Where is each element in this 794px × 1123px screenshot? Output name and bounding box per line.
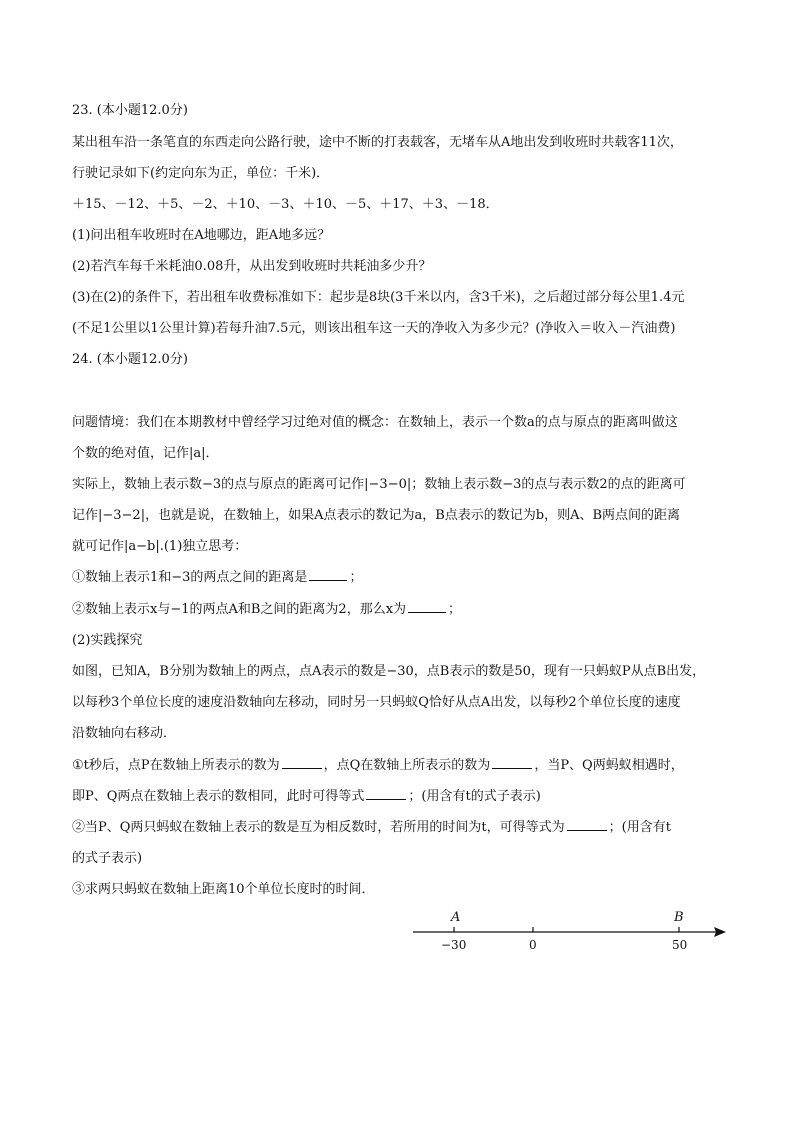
q24-sub2-line2: 的式子表示) bbox=[72, 851, 143, 866]
q24-practice-title: (2)实践探究 bbox=[72, 633, 143, 648]
q23-part2: (2)若汽车每千米耗油0.08升，从出发到收班时共耗油多少升？ bbox=[72, 259, 432, 274]
q24-think2-text: ②数轴上表示x与−1的两点A和B之间的距离为2，那么x为 bbox=[72, 602, 407, 617]
q24-intro-line3: 实际上，数轴上表示数−3的点与原点的距离可记作|−3−0|；数轴上表示数−3的点与表示数2的点的距离可 bbox=[72, 477, 686, 492]
q24-sub2-line1 bbox=[72, 818, 671, 838]
q24-practice-line2: 以每秒3个单位长度的速度沿数轴向左移动，同时另一只蚂蚁Q恰好从点A出发，以每秒2个单位长度的速度 bbox=[72, 695, 681, 710]
point-b-label: B bbox=[674, 910, 684, 925]
answer-blank[interactable] bbox=[408, 600, 446, 613]
q24-think2-end: ； bbox=[448, 602, 462, 617]
q24-think1-end: ； bbox=[349, 570, 363, 585]
q24-sub2-b: ；(用含有t bbox=[608, 820, 671, 835]
q24-intro-line2: 个数的绝对值，记作|a|． bbox=[72, 446, 219, 461]
q23-stem-line2: 行驶记录如下(约定向东为正，单位：千米)． bbox=[72, 166, 330, 181]
q24-sub1-b: ，点Q在数轴上所表示的数为 bbox=[323, 758, 491, 773]
tick-label-zero: 0 bbox=[529, 938, 537, 952]
number-line-figure bbox=[410, 904, 740, 954]
q24-think1-text: ①数轴上表示1和−3的两点之间的距离是 bbox=[72, 570, 308, 585]
q24-sub1-line2-b: ；(用含有t的式子表示) bbox=[408, 789, 541, 804]
answer-blank[interactable] bbox=[309, 568, 347, 581]
q24-sub3: ③求两只蚂蚁在数轴上距离10个单位长度时的时间． bbox=[72, 882, 375, 897]
q24-sub1-line2-a: 即P、Q两点在数轴上表示的数相同，此时可得等式 bbox=[72, 789, 365, 804]
q24-intro-line5: 就可记作|a−b|.(1)独立思考： bbox=[72, 539, 248, 554]
tick-label-b: 50 bbox=[672, 938, 688, 952]
q24-practice-line1: 如图，已知A，B分别为数轴上的两点，点A表示的数是−30，点B表示的数是50，现有一只蚂蚁P从点B出发， bbox=[72, 664, 706, 679]
answer-blank[interactable] bbox=[492, 756, 532, 769]
q24-sub1-c: ，当P、Q两蚂蚁相遇时， bbox=[534, 758, 684, 773]
q23-records: ＋15、－12、＋5、－2、＋10、－3、＋10、－5、＋17、＋3、－18． bbox=[72, 197, 499, 212]
q23-part3-line1: (3)在(2)的条件下，若出租车收费标准如下：起步是8块(3千米以内，含3千米)，之后超过部分每公里1.4元 bbox=[72, 290, 685, 305]
q23-stem-line1: 某出租车沿一条笔直的东西走向公路行驶，途中不断的打表载客，无堵车从A地出发到收班时共载客11次， bbox=[72, 135, 683, 150]
q24-sub1-line2 bbox=[72, 787, 541, 807]
q24-sub1-line1 bbox=[72, 756, 684, 776]
tick-label-a: −30 bbox=[441, 938, 467, 952]
answer-blank[interactable] bbox=[567, 818, 607, 831]
q24-sub2-a: ②当P、Q两只蚂蚁在数轴上表示的数是互为相反数时，若所用的时间为t，可得等式为 bbox=[72, 820, 565, 835]
q23-part3-line2: (不足1公里以1公里计算)若每升油7.5元，则该出租车这一天的净收入为多少元？(净收入＝收入－汽油费) bbox=[72, 321, 676, 336]
q24-practice-line3: 沿数轴向右移动． bbox=[72, 726, 177, 741]
q24-title: 24. (本小题12.0分) bbox=[72, 352, 188, 367]
q24-intro-line1: 问题情境：我们在本期教材中曾经学习过绝对值的概念：在数轴上，表示一个数a的点与原点的距离叫做这 bbox=[72, 415, 678, 430]
point-a-label: A bbox=[451, 910, 461, 925]
q24-think1 bbox=[72, 568, 362, 588]
answer-blank[interactable] bbox=[282, 756, 322, 769]
q23-part1: (1)问出租车收班时在A地哪边，距A地多远？ bbox=[72, 228, 331, 243]
q23-title: 23. (本小题12.0分) bbox=[72, 103, 188, 118]
q24-intro-line4: 记作|−3−2|，也就是说，在数轴上，如果A点表示的数记为a，B点表示的数记为b，则A、B两点间的距离 bbox=[72, 508, 681, 523]
q24-sub1-a: ①t秒后，点P在数轴上所表示的数为 bbox=[72, 758, 280, 773]
q24-think2 bbox=[72, 600, 461, 620]
answer-blank[interactable] bbox=[366, 787, 406, 800]
